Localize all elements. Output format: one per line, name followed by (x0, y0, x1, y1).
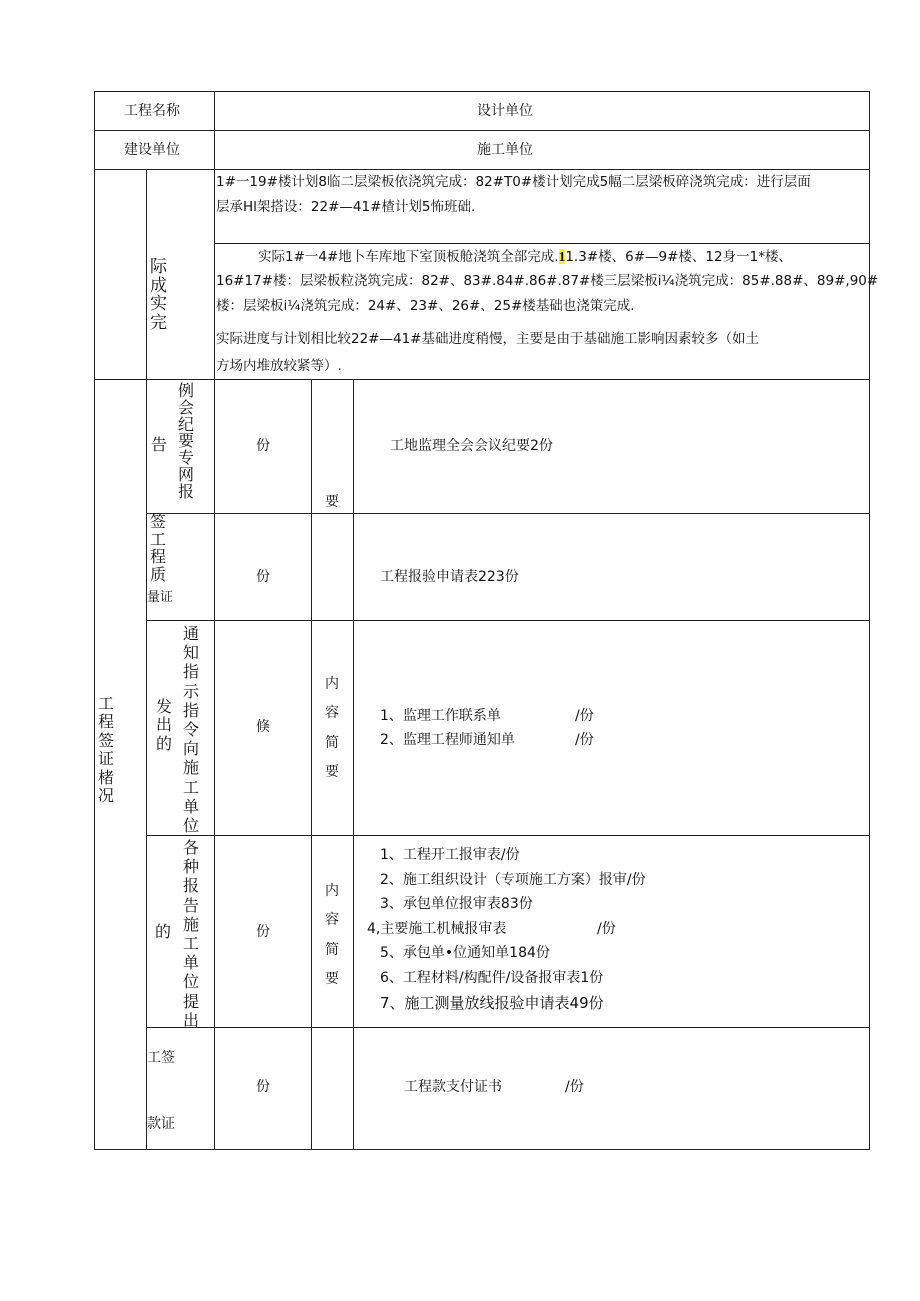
quality-content: 工程报验申请表223份 (380, 569, 519, 585)
notice-label-right: 通知指示指令向施工单位 (183, 624, 200, 835)
actual-label-char: 际 (150, 257, 167, 277)
notice-summary: 内容简要 (325, 676, 339, 781)
rule (94, 91, 95, 1150)
notice-item-2 (380, 733, 515, 747)
rule (146, 620, 870, 621)
notice-item-1 (380, 709, 501, 723)
actual-label-char: 完 (150, 313, 167, 334)
rule (353, 379, 354, 1150)
rule (94, 130, 870, 131)
rule (146, 513, 870, 514)
rule (214, 91, 215, 380)
rule (94, 1149, 870, 1150)
reports-label-left: 的 (155, 922, 172, 941)
reports-label-right: 各种报告施工单位提出 (183, 838, 200, 1030)
design-unit-label: 设计单位 (477, 103, 533, 119)
meeting-summary-tail: 要 (325, 494, 339, 510)
actual-label-char: 成 (150, 275, 167, 296)
notice-unit: 倏 (256, 719, 270, 735)
signing-main-label: 工程签证楮况 (98, 694, 115, 805)
payment-label-bottom: 款证 (147, 1116, 175, 1132)
plan-line-2-text: 层承Hl架搭设：22#—41#楂计划5怖班础. (216, 199, 476, 215)
reports-unit: 份 (256, 924, 270, 940)
project-name-label: 工程名称 (124, 103, 180, 119)
reports-item-6: 6、工程材料/构配件/设备报审表1份 (380, 970, 604, 986)
payment-content: 工程款支付证书 (404, 1079, 502, 1095)
payment-label-top: 工签 (147, 1050, 175, 1066)
payment-unit: 份 (256, 1079, 270, 1095)
payment-suffix: /份 (565, 1079, 584, 1095)
actual-label (150, 258, 167, 333)
quality-unit: 份 (256, 569, 270, 585)
meeting-label-left: 告 (151, 435, 168, 454)
actual-line-5: 方场内堆放较紧等）. (216, 358, 342, 374)
notice-item-2-suffix: /份 (575, 732, 594, 748)
notice-item-2-text: 2、监理工程师通知单 (380, 732, 515, 748)
actual-line-4: 实际进度与计划相比较22#—41#基础进度稍慢，主要是由于基础施工影响因素较多（如土 (216, 331, 759, 347)
actual-line-1 (258, 250, 792, 265)
rule (146, 169, 147, 1150)
quality-label-top: 签工程质 (150, 512, 167, 584)
rule (94, 169, 870, 170)
builder-label: 施工单位 (477, 142, 533, 158)
actual-label-char: 实 (150, 294, 167, 315)
highlighted-digit: 1 (558, 249, 566, 264)
quality-label-bottom: 量证 (147, 590, 174, 605)
rule (214, 243, 870, 244)
rule (146, 1027, 870, 1028)
rule (311, 379, 312, 1150)
notice-label-left: 发出的 (156, 697, 173, 753)
actual-line-1-pre: 实际1#一4#地卜车库地下室顶板舱浇筑全部完成. (258, 249, 559, 265)
reports-item-2: 2、施工组织设计（专项施工方案）报审/份 (380, 872, 646, 888)
notice-item-1-suffix: /份 (575, 708, 594, 724)
actual-line-2: 16#17#楼：层梁板粒浇筑完成：82#、83#.84#.86#.87#楼三层梁板i¼浇筑完成：85#.88#、89#,90# (216, 273, 879, 289)
rule (94, 91, 870, 92)
meeting-label-right: 例会纪要专网报 (178, 381, 195, 501)
rule (869, 91, 870, 1150)
notice-item-1-text: 1、监理工作联系单 (380, 708, 501, 724)
plan-line-1 (216, 176, 811, 190)
meeting-unit: 份 (256, 438, 270, 454)
plan-line-2 (216, 201, 475, 215)
reports-summary: 内容简要 (325, 883, 339, 988)
reports-item-4-suffix: /份 (597, 921, 616, 937)
rule (146, 835, 870, 836)
reports-item-3: 3、承包单位报审表83份 (380, 896, 533, 912)
plan-line-1-text: 1#一19#楼计划8临二层梁板依浇筑完成：82#T0#楼计划完成5幅二层梁板碎浇筑完成：进行层面 (216, 174, 811, 190)
meeting-content: 工地监理全会会议纪要2份 (390, 438, 553, 454)
reports-item-7: 7、施工测量放线报验申请表49份 (380, 994, 604, 1012)
reports-item-4: 4,主要施工机械报审表 (367, 921, 507, 937)
rule (214, 379, 215, 1150)
reports-item-5: 5、承包单•位通知单184份 (380, 945, 550, 961)
actual-line-3: 楼：层梁板i¼浇筑完成：24#、23#、26#、25#楼基础也浇策完成. (216, 298, 635, 314)
construction-owner-label: 建设单位 (124, 142, 180, 158)
reports-item-1: 1、工程开工报审表/份 (380, 847, 520, 863)
actual-line-1-post: 1.3#楼、6#—9#楼、12身一1*楼、 (565, 249, 792, 265)
rule (94, 379, 870, 380)
